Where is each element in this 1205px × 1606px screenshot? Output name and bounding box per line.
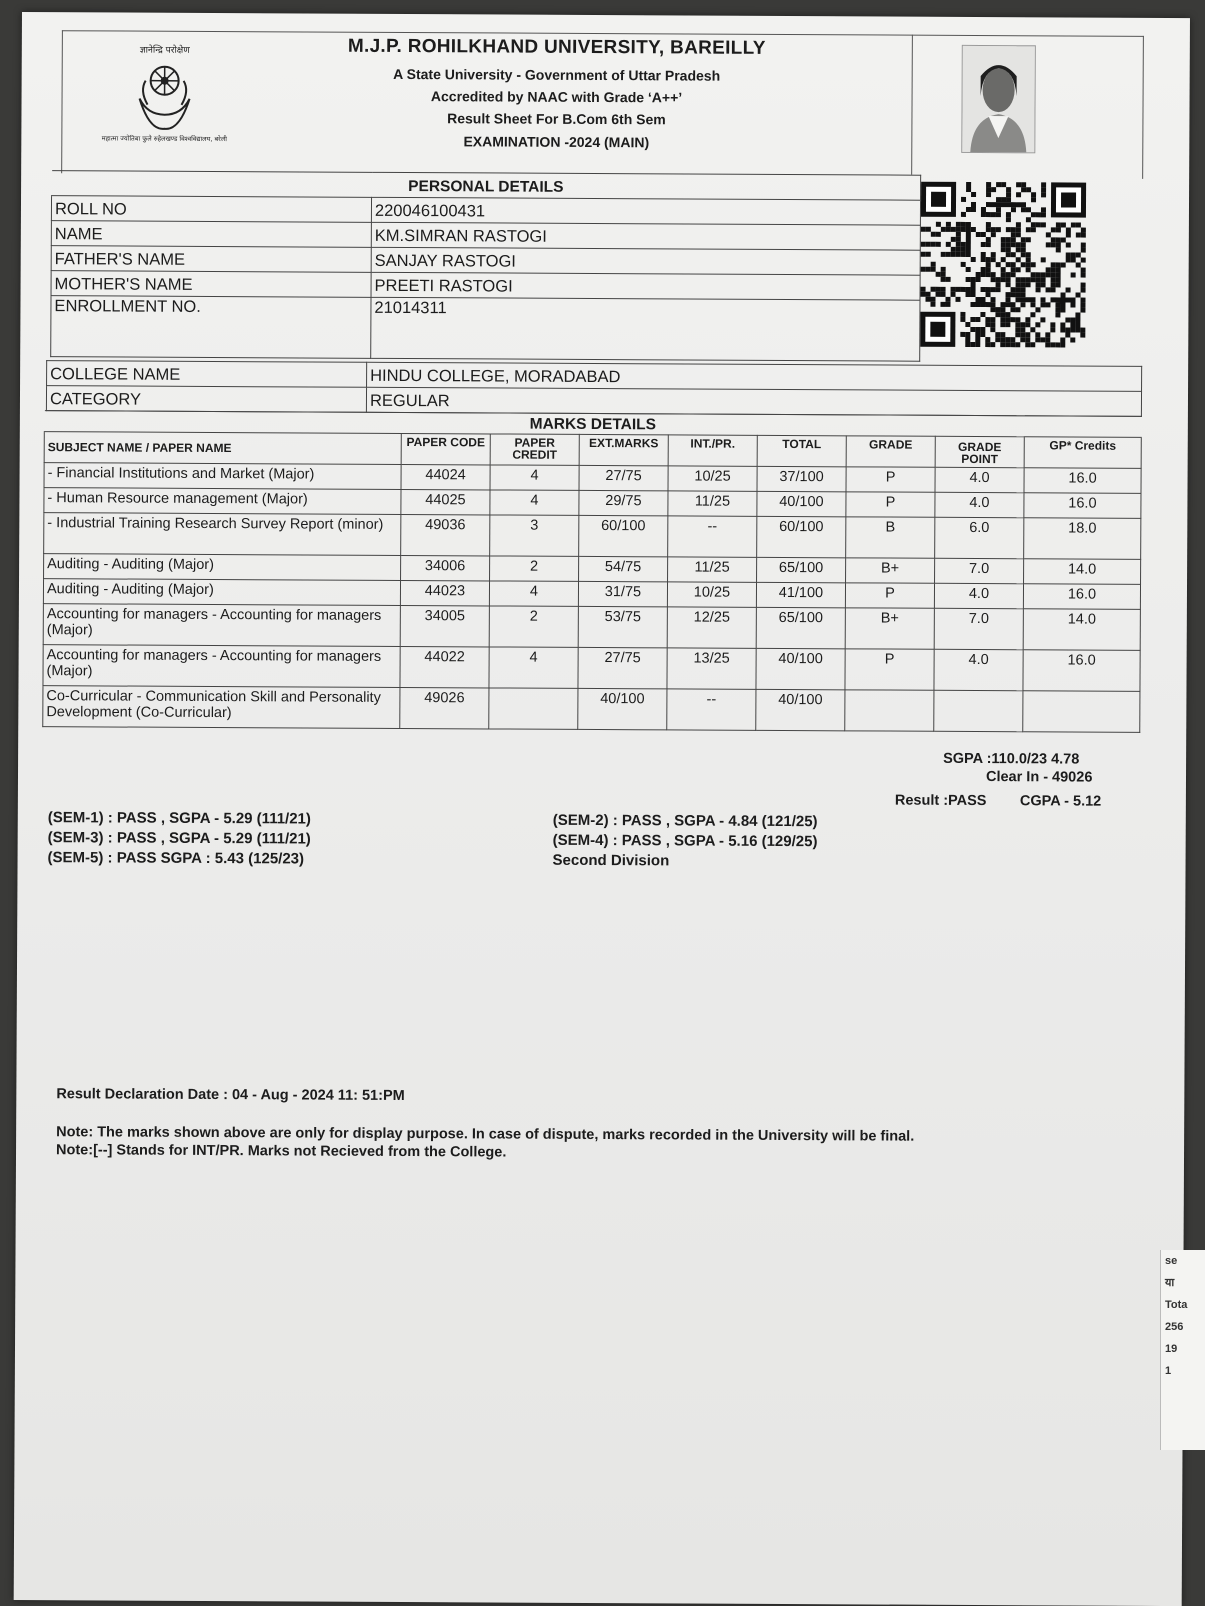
svg-text:महात्मा ज्योतिबा फुले रुहेलखण्: महात्मा ज्योतिबा फुले रुहेलखण्ड विश्वविद्यालय, बरेली bbox=[102, 134, 228, 143]
marks-body bbox=[43, 463, 1141, 733]
grade-point-cell: 4.0 bbox=[935, 492, 1024, 517]
student-photo bbox=[961, 45, 1036, 153]
int-pr-marks-cell: -- bbox=[668, 516, 757, 557]
total-marks-cell: 37/100 bbox=[757, 466, 846, 491]
header-int-pr: INT./PR. bbox=[668, 435, 757, 466]
grade-cell: P bbox=[845, 583, 934, 608]
division-text: Second Division bbox=[553, 851, 818, 872]
paper-credit-cell: 4 bbox=[489, 581, 578, 606]
grade-cell bbox=[845, 690, 934, 731]
paper-name-cell: Accounting for managers - Accounting for managers (Major) bbox=[43, 604, 400, 647]
edge-fragment: se bbox=[1165, 1250, 1205, 1272]
sem-2-result: (SEM-2) : PASS , SGPA - 4.84 (121/25) bbox=[553, 811, 818, 832]
table-row bbox=[44, 513, 1141, 560]
total-marks-cell: 40/100 bbox=[757, 491, 846, 516]
result-sheet bbox=[14, 12, 1190, 1606]
header-ext-marks: EXT.MARKS bbox=[579, 434, 668, 465]
header-paper-credit: PAPER CREDIT bbox=[490, 434, 579, 465]
roll-no-value: 220046100431 bbox=[371, 197, 920, 225]
header-paper-code: PAPER CODE bbox=[401, 433, 490, 464]
paper-code-cell: 44025 bbox=[401, 489, 490, 514]
gp-credits-cell bbox=[1023, 691, 1140, 733]
total-marks-cell: 65/100 bbox=[756, 607, 845, 648]
ext-marks-cell: 27/75 bbox=[578, 647, 667, 688]
gp-credits-cell: 16.0 bbox=[1024, 468, 1141, 494]
paper-name-cell: Co-Curricular - Communication Skill and Personality Development (Co-Curricular) bbox=[43, 686, 400, 729]
result-declaration-date: Result Declaration Date : 04 - Aug - 2024 11: 51:PM bbox=[56, 1086, 404, 1104]
table-row bbox=[51, 296, 920, 362]
ext-marks-cell: 60/100 bbox=[579, 515, 668, 556]
enrollment-label: ENROLLMENT NO. bbox=[51, 296, 371, 359]
grade-cell: P bbox=[845, 649, 934, 690]
grade-cell: P bbox=[846, 492, 935, 517]
adjacent-sheet-edge bbox=[1160, 1250, 1205, 1450]
university-logo bbox=[109, 40, 220, 149]
paper-name-cell: Auditing - Auditing (Major) bbox=[44, 554, 401, 581]
header-line-1: A State University - Government of Uttar Pradesh bbox=[307, 65, 807, 84]
gp-credits-cell: 14.0 bbox=[1023, 609, 1140, 651]
edge-fragment: Tota bbox=[1165, 1294, 1205, 1316]
name-value: KM.SIMRAN RASTOGI bbox=[371, 222, 920, 250]
int-pr-marks-cell: -- bbox=[667, 689, 756, 730]
marks-details-title: MARKS DETAILS bbox=[44, 411, 1141, 438]
note-int-pr: Note:[--] Stands for INT/PR. Marks not Recieved from the College. bbox=[56, 1142, 506, 1160]
paper-credit-cell: 3 bbox=[490, 515, 579, 556]
header-subject: SUBJECT NAME / PAPER NAME bbox=[44, 432, 401, 465]
grade-point-cell: 4.0 bbox=[935, 467, 1024, 492]
university-title: M.J.P. ROHILKHAND UNIVERSITY, BAREILLY bbox=[307, 35, 807, 60]
personal-details-title: PERSONAL DETAILS bbox=[52, 171, 921, 201]
int-pr-marks-cell: 13/25 bbox=[667, 648, 756, 689]
total-marks-cell: 40/100 bbox=[756, 648, 845, 689]
clear-in-text: Clear In - 49026 bbox=[986, 769, 1092, 786]
header-line-2: Accredited by NAAC with Grade ‘A++’ bbox=[307, 87, 807, 106]
grade-cell: P bbox=[846, 467, 935, 492]
total-marks-cell: 65/100 bbox=[757, 557, 846, 582]
result-text: Result :PASS bbox=[895, 793, 987, 809]
gp-credits-cell: 16.0 bbox=[1023, 650, 1140, 692]
gp-credits-cell: 18.0 bbox=[1024, 518, 1141, 560]
int-pr-marks-cell: 12/25 bbox=[667, 607, 756, 648]
qr-code bbox=[920, 182, 1086, 348]
grade-point-cell: 4.0 bbox=[934, 583, 1023, 608]
sem-3-result: (SEM-3) : PASS , SGPA - 5.29 (111/21) bbox=[48, 828, 311, 849]
grade-point-cell: 4.0 bbox=[934, 649, 1023, 690]
paper-name-cell: - Financial Institutions and Market (Major) bbox=[44, 463, 401, 490]
paper-code-cell: 44024 bbox=[401, 464, 490, 489]
grade-cell: B bbox=[846, 517, 935, 558]
grade-point-cell: 7.0 bbox=[934, 608, 1023, 649]
paper-credit-cell: 4 bbox=[490, 465, 579, 490]
paper-code-cell: 44022 bbox=[400, 646, 489, 687]
header-gp-credits: GP* Credits bbox=[1024, 437, 1141, 469]
edge-fragment: 1 bbox=[1165, 1360, 1205, 1382]
paper-credit-cell: 4 bbox=[490, 490, 579, 515]
paper-name-cell: - Human Resource management (Major) bbox=[44, 488, 401, 515]
paper-credit-cell: 2 bbox=[489, 606, 578, 647]
sem-5-result: (SEM-5) : PASS SGPA : 5.43 (125/23) bbox=[48, 848, 311, 869]
grade-cell: B+ bbox=[845, 608, 934, 649]
header-total: TOTAL bbox=[757, 435, 846, 466]
sem-right-column bbox=[553, 811, 818, 872]
college-table bbox=[46, 360, 1142, 417]
paper-credit-cell: 4 bbox=[489, 647, 578, 688]
note-display-purpose: Note: The marks shown above are only for display purpose. In case of dispute, marks recorded in the University will be final. bbox=[56, 1124, 914, 1144]
sem-left-column bbox=[48, 808, 311, 869]
grade-cell: B+ bbox=[846, 558, 935, 583]
int-pr-marks-cell: 11/25 bbox=[668, 557, 757, 582]
header-line-3: Result Sheet For B.Com 6th Sem bbox=[306, 109, 806, 128]
ext-marks-cell: 27/75 bbox=[579, 465, 668, 490]
gp-credits-cell: 16.0 bbox=[1023, 584, 1140, 610]
paper-name-cell: Auditing - Auditing (Major) bbox=[43, 579, 400, 606]
ext-marks-cell: 54/75 bbox=[579, 556, 668, 581]
total-marks-cell: 60/100 bbox=[757, 516, 846, 557]
paper-code-cell: 34005 bbox=[400, 605, 489, 646]
grade-point-cell: 6.0 bbox=[935, 517, 1024, 558]
int-pr-marks-cell: 10/25 bbox=[667, 582, 756, 607]
paper-credit-cell: 2 bbox=[490, 556, 579, 581]
cgpa-text: CGPA - 5.12 bbox=[1020, 793, 1101, 809]
edge-fragment: 19 bbox=[1165, 1338, 1205, 1360]
ext-marks-cell: 53/75 bbox=[578, 606, 667, 647]
category-value: REGULAR bbox=[366, 387, 1141, 416]
sgpa-text: SGPA :110.0/23 4.78 bbox=[943, 751, 1079, 768]
grade-point-cell bbox=[934, 690, 1023, 731]
marks-table bbox=[42, 410, 1142, 733]
name-label: NAME bbox=[51, 221, 371, 248]
paper-code-cell: 49036 bbox=[401, 514, 490, 555]
header-line-4: EXAMINATION -2024 (MAIN) bbox=[306, 132, 806, 151]
category-label: CATEGORY bbox=[46, 386, 366, 413]
int-pr-marks-cell: 11/25 bbox=[668, 491, 757, 516]
gp-credits-cell: 14.0 bbox=[1024, 559, 1141, 585]
ext-marks-cell: 31/75 bbox=[578, 581, 667, 606]
grade-point-cell: 7.0 bbox=[935, 558, 1024, 583]
sem-1-result: (SEM-1) : PASS , SGPA - 5.29 (111/21) bbox=[48, 808, 311, 829]
ext-marks-cell: 40/100 bbox=[578, 688, 667, 729]
svg-text:ज्ञानेन्द्रि परोक्षेण: ज्ञानेन्द्रि परोक्षेण bbox=[140, 44, 190, 56]
edge-fragment: 256 bbox=[1165, 1316, 1205, 1338]
enrollment-value: 21014311 bbox=[371, 297, 920, 361]
gp-credits-cell: 16.0 bbox=[1024, 493, 1141, 519]
paper-code-cell: 34006 bbox=[401, 555, 490, 580]
total-marks-cell: 40/100 bbox=[756, 689, 845, 730]
int-pr-marks-cell: 10/25 bbox=[668, 466, 757, 491]
table-row bbox=[43, 686, 1140, 733]
table-row bbox=[43, 604, 1140, 651]
mother-name-label: MOTHER'S NAME bbox=[51, 271, 371, 298]
header-grade: GRADE bbox=[846, 436, 935, 467]
total-marks-cell: 41/100 bbox=[756, 582, 845, 607]
roll-no-label: ROLL NO bbox=[51, 196, 371, 223]
paper-name-cell: - Industrial Training Research Survey Report (minor) bbox=[44, 513, 401, 556]
paper-code-cell: 49026 bbox=[400, 687, 489, 728]
sem-4-result: (SEM-4) : PASS , SGPA - 5.16 (129/25) bbox=[553, 831, 818, 852]
father-name-value: SANJAY RASTOGI bbox=[371, 247, 920, 275]
ext-marks-cell: 29/75 bbox=[579, 490, 668, 515]
college-value: HINDU COLLEGE, MORADABAD bbox=[367, 362, 1142, 391]
paper-credit-cell bbox=[489, 688, 578, 729]
father-name-label: FATHER'S NAME bbox=[51, 246, 371, 273]
edge-fragment: या bbox=[1165, 1272, 1205, 1294]
paper-name-cell: Accounting for managers - Accounting for managers (Major) bbox=[43, 645, 400, 688]
mother-name-value: PREETI RASTOGI bbox=[371, 272, 920, 300]
personal-details-table bbox=[50, 170, 921, 362]
paper-code-cell: 44023 bbox=[400, 580, 489, 605]
table-row bbox=[43, 645, 1140, 692]
college-label: COLLEGE NAME bbox=[47, 361, 367, 388]
header-grade-point: GRADE POINT bbox=[935, 436, 1024, 467]
